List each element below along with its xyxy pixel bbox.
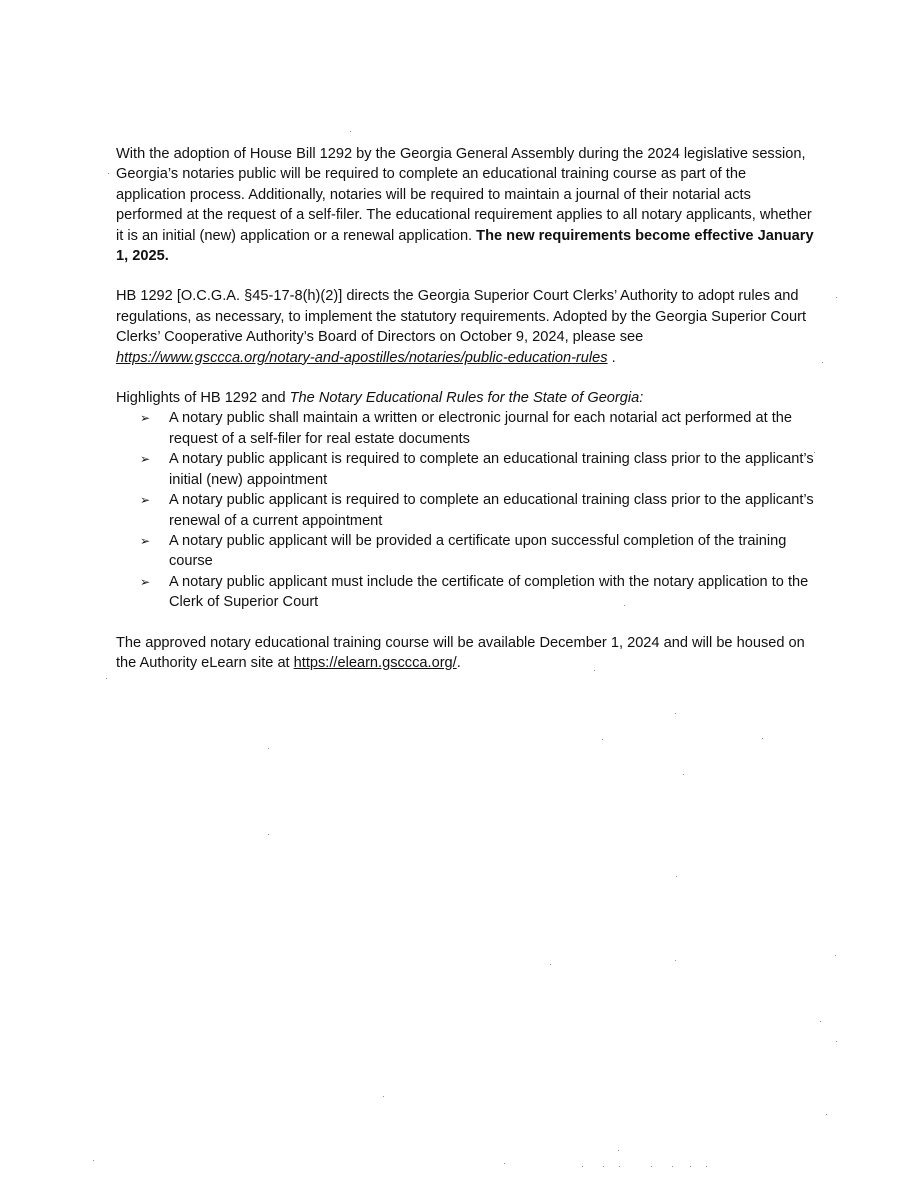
scan-speck bbox=[93, 1160, 94, 1161]
scan-speck bbox=[108, 173, 109, 174]
scan-speck bbox=[822, 362, 823, 363]
scan-speck bbox=[836, 297, 837, 298]
list-item-text: A notary public shall maintain a written or electronic journal for each notarial act performed at the request of a self-filer for real estate documents bbox=[169, 410, 792, 447]
scan-speck bbox=[350, 131, 351, 132]
highlights-heading-text: Highlights of HB 1292 and bbox=[116, 390, 290, 407]
scan-speck bbox=[619, 1166, 620, 1167]
arrowhead-bullet-icon: ➢ bbox=[140, 411, 151, 426]
scan-speck bbox=[675, 960, 676, 961]
authority-paragraph bbox=[116, 286, 816, 368]
list-item bbox=[116, 572, 816, 613]
elearn-paragraph-text: The approved notary educational training course will be available December 1, 2024 and will be housed on the Authority eLearn site at bbox=[116, 634, 805, 671]
scan-speck bbox=[672, 1166, 673, 1167]
scan-speck bbox=[268, 834, 269, 835]
scan-speck bbox=[820, 1021, 821, 1022]
scan-speck bbox=[835, 955, 836, 956]
arrowhead-bullet-icon: ➢ bbox=[140, 574, 151, 589]
scan-speck bbox=[683, 774, 684, 775]
document-body bbox=[116, 144, 816, 673]
elearn-paragraph bbox=[116, 633, 816, 674]
scan-speck bbox=[603, 1166, 604, 1167]
scan-speck bbox=[624, 605, 625, 606]
scan-speck bbox=[690, 1166, 691, 1167]
intro-paragraph bbox=[116, 144, 816, 266]
scan-speck bbox=[618, 1150, 619, 1151]
scan-speck bbox=[814, 452, 815, 453]
scan-speck bbox=[383, 1096, 384, 1097]
list-item-text: A notary public applicant must include the certificate of completion with the notary application to the Clerk of Superior Court bbox=[169, 573, 809, 611]
scan-speck bbox=[594, 670, 595, 671]
scan-speck bbox=[826, 1114, 827, 1115]
scan-speck bbox=[582, 1166, 583, 1167]
scan-speck bbox=[675, 713, 676, 714]
scan-speck bbox=[651, 1166, 652, 1167]
scan-speck bbox=[836, 1041, 837, 1042]
education-rules-link[interactable]: https://www.gsccca.org/notary-and-apostilles/notaries/public-education-rules bbox=[116, 349, 608, 366]
scan-speck bbox=[762, 738, 763, 739]
authority-paragraph-text: HB 1292 [O.C.G.A. §45-17-8(h)(2)] directs the Georgia Superior Court Clerks’ Authority to adopt rules and regulations, as necessary, to implement the statutory requirements. Adopted by the Georgia Superior Court Clerks’ Cooperative Authority’s Board of Directors on October 9, 2024, please see bbox=[116, 288, 807, 346]
scan-speck bbox=[268, 748, 269, 749]
highlights-list bbox=[116, 408, 816, 612]
arrowhead-bullet-icon: ➢ bbox=[140, 493, 151, 508]
scan-speck bbox=[706, 1166, 707, 1167]
authority-paragraph-suffix: . bbox=[607, 349, 616, 366]
list-item bbox=[116, 531, 816, 572]
list-item bbox=[116, 490, 816, 531]
list-item bbox=[116, 449, 816, 490]
scan-speck bbox=[602, 739, 603, 740]
highlights-heading bbox=[116, 388, 816, 408]
list-item bbox=[116, 408, 816, 449]
arrowhead-bullet-icon: ➢ bbox=[140, 452, 151, 467]
list-item-text: A notary public applicant is required to complete an educational training class prior to the applicant’s renewal of a current appointment bbox=[169, 492, 814, 529]
list-item-text: A notary public applicant will be provided a certificate upon successful completion of the training course bbox=[169, 532, 787, 570]
scan-speck bbox=[504, 1163, 505, 1164]
highlights-heading-title: The Notary Educational Rules for the State of Georgia: bbox=[289, 390, 644, 407]
effective-date-statement: The new requirements become effective January 1, 2025. bbox=[116, 227, 814, 265]
elearn-link[interactable]: https://elearn.gsccca.org/ bbox=[293, 654, 457, 671]
elearn-paragraph-suffix: . bbox=[456, 654, 461, 671]
scan-speck bbox=[676, 876, 677, 877]
scan-speck bbox=[550, 964, 551, 965]
list-item-text: A notary public applicant is required to complete an educational training class prior to the applicant’s initial (new) appointment bbox=[169, 451, 814, 488]
intro-paragraph-text: With the adoption of House Bill 1292 by the Georgia General Assembly during the 2024 legislative session, Georgia’s notaries public will be required to complete an educational training course as part of the application process. Additionally, notaries will be required to maintain a journal of their notarial acts performed at the request of a self-filer. The educational requirement applies to all notary applicants, whether it is an initial (new) application or a renewal application. bbox=[116, 146, 812, 244]
scan-speck bbox=[106, 678, 107, 679]
arrowhead-bullet-icon: ➢ bbox=[140, 533, 151, 548]
